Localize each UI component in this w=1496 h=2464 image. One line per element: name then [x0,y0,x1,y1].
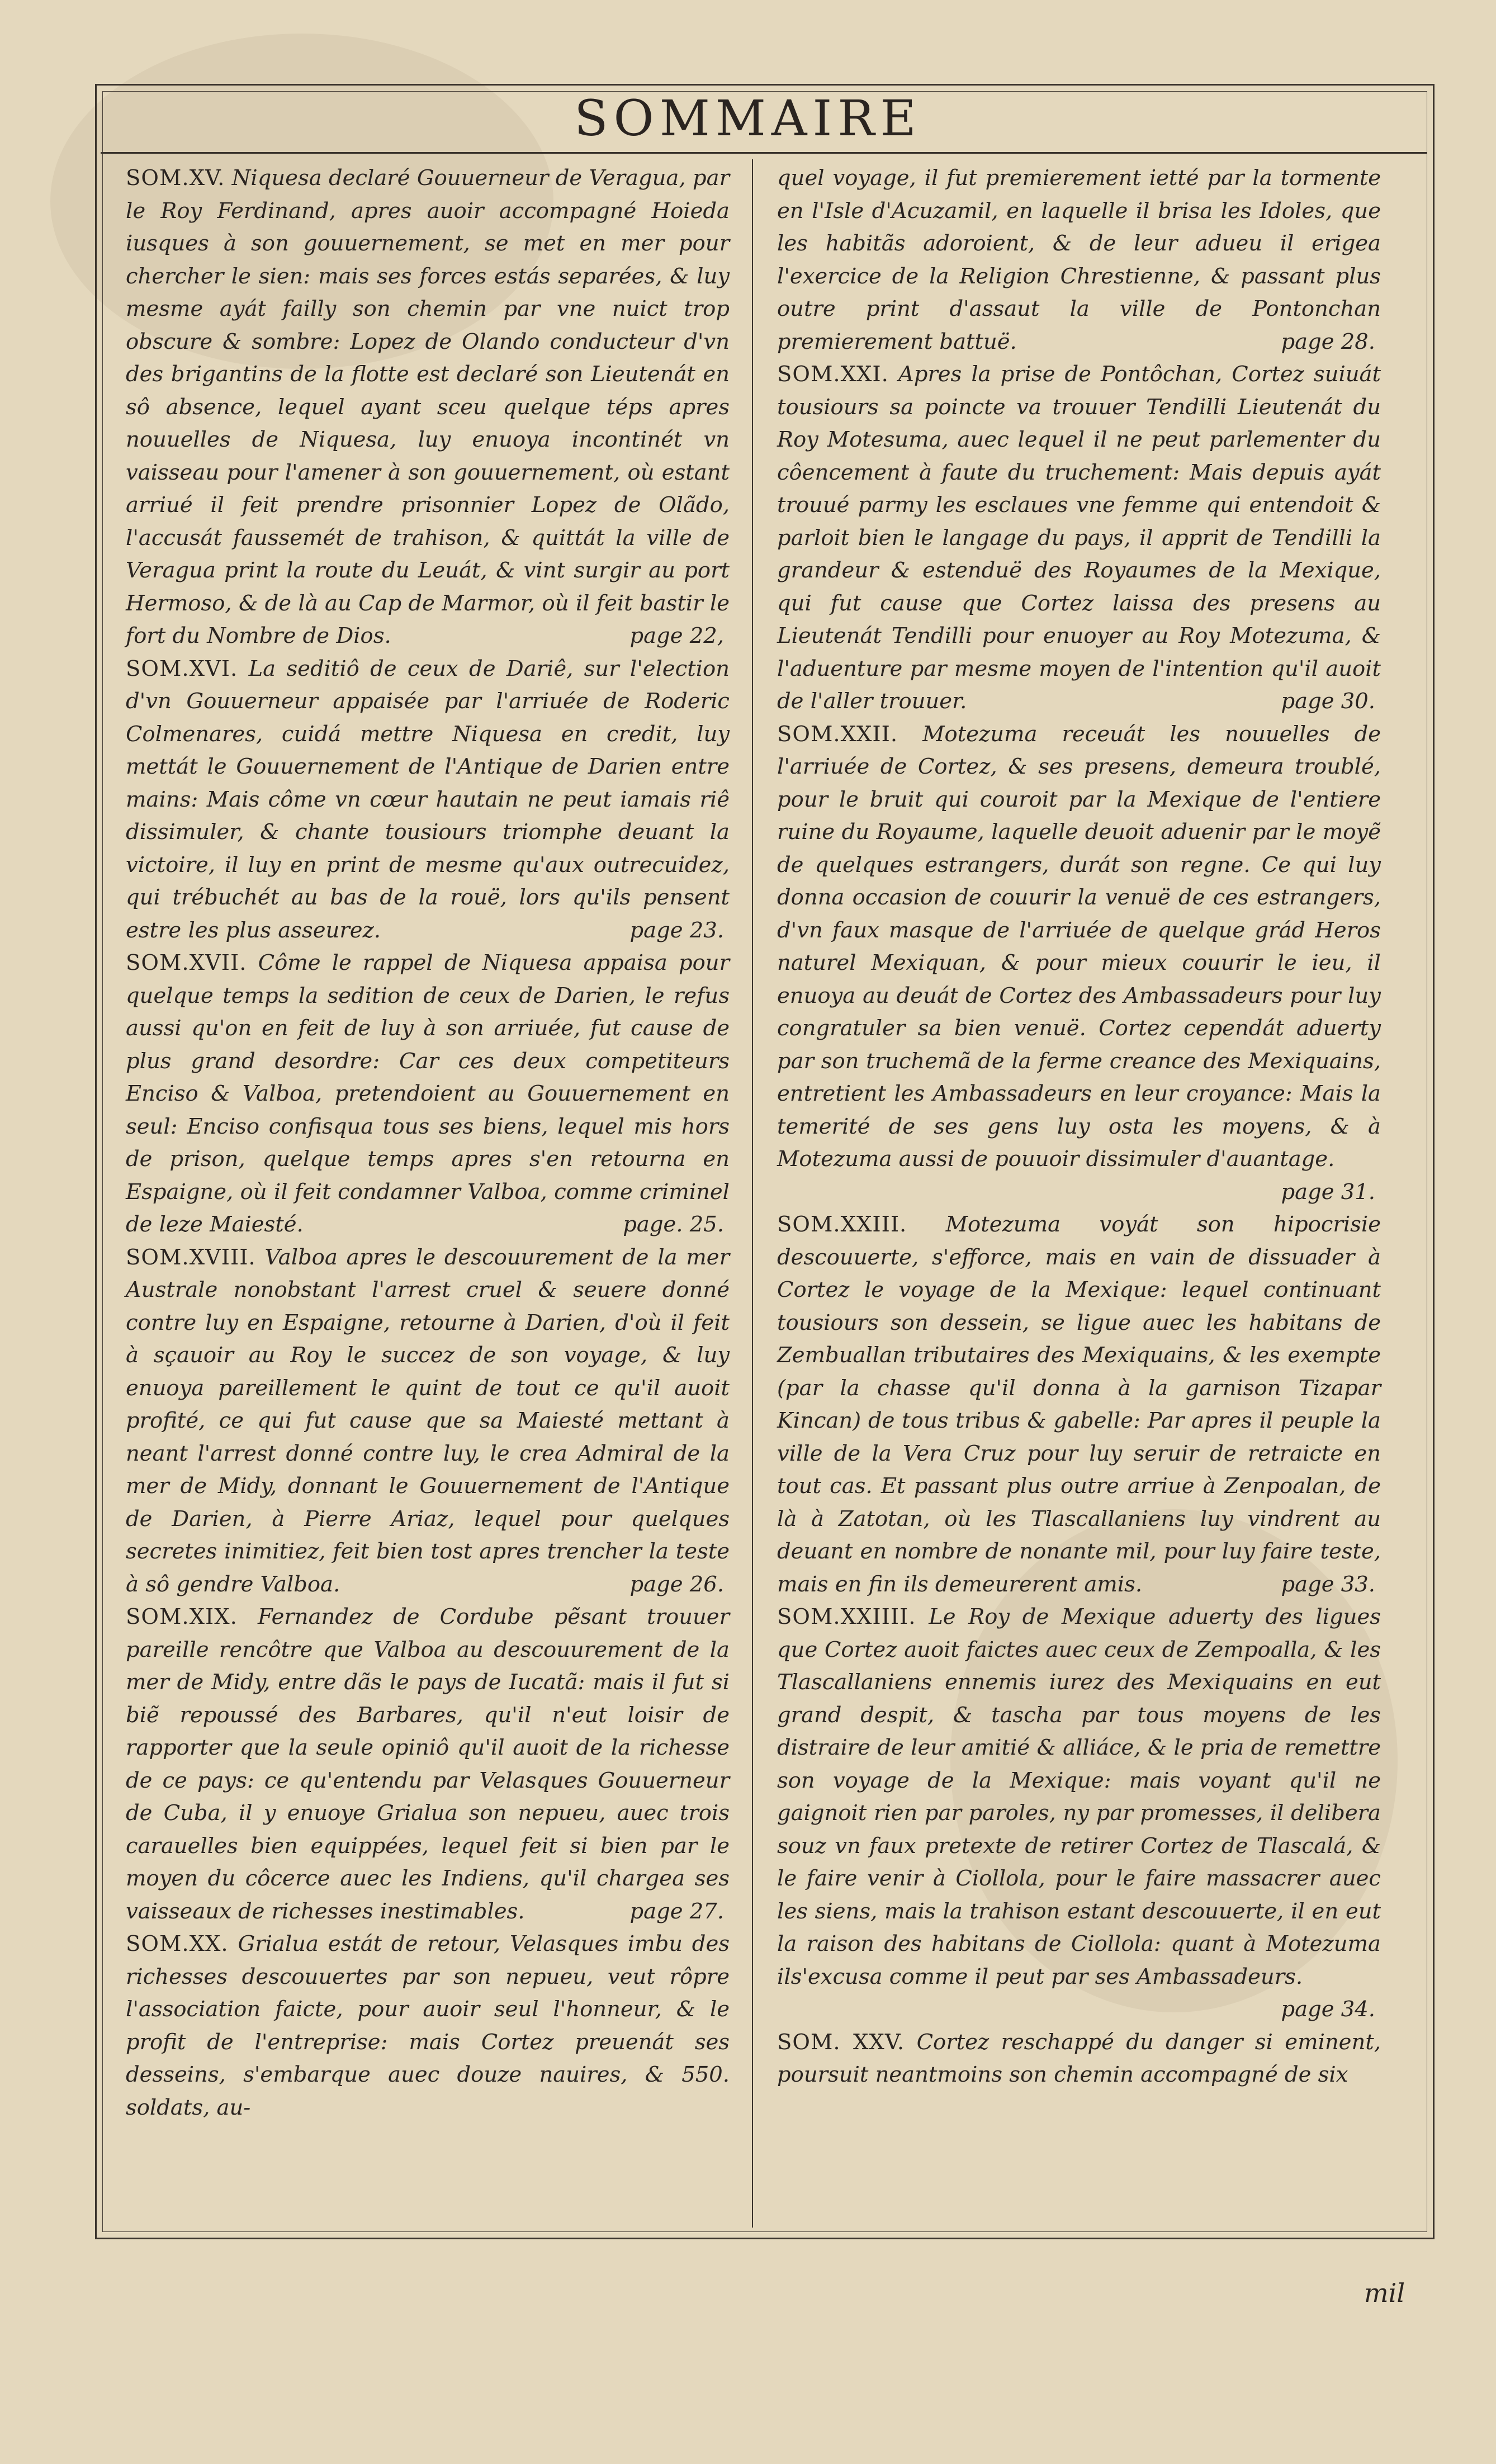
entry-number: SOM.XX. [126,1931,229,1956]
entry-text: Le Roy de Mexique aduerty des ligues que Cortez auoit faictes auec ceux de Zempoalla, & les Tlascallaniens ennemis iurez des Mexiquains en eut grand despit, & tascha par tous moyens de les distraire de leur amitié & alliáce, & le pria de remettre son voyage de la Mexique: mais voyant qu'il ne gaignoit rien par paroles, ny par promesses, il delibera souz vn faux pretexte de retirer Cortez de Tlascalá, & le faire venir à Ciollola, pour le faire massacrer auec les siens, mais la trahison estant descouuerte, il en eut la raison des habitans de Ciollola: quant à Motezuma ils'excusa comme il peut par ses Ambassadeurs. [777,1604,1381,1989]
summary-entry [777,358,1381,718]
entry-number: SOM.XXI. [777,362,889,387]
column-divider [752,159,753,2228]
entry-number: SOM.XIX. [126,1604,238,1629]
entry-text: Côme le rappel de Niquesa appaisa pour quelque temps la sedition de ceux de Darien, le refus aussi qu'on en feit de luy à son arriuée, fut cause de plus grand desordre: Car ces deux competiteurs Enciso & Valboa, pretendoient au Gouuernement en seul: Enciso confisqua tous ses biens, lequel mis hors de prison, quelque temps apres s'en retourna en Espaigne, où il feit condamner Valboa, comme criminel de leze Maiesté. [126,950,730,1237]
summary-entry [777,2026,1381,2092]
page-reference: page 33. [1281,1571,1375,1597]
page-reference: page 31. [1281,1179,1375,1205]
entry-text: Niquesa declaré Gouuerneur de Veragua, par le Roy Ferdinand, apres auoir accompagné Hoieda iusques à son gouuernement, se met en mer pour chercher le sien: mais ses forces estás separées, & luy mesme ayát failly son chemin par vne nuict trop obscure & sombre: Lopez de Olando conducteur d'vn des brigantins de la flotte est declaré son Lieutenát en sô absence, lequel ayant sceu quelque téps apres nouuelles de Niquesa, luy enuoya incontinét vn vaisseau pour l'amener à son gouuernement, où estant arriué il feit prendre prisonnier Lopez de Olãdo, l'accusát faussemét de trahison, & quittát la ville de Veragua print la route du Leuát, & vint surgir au port Hermoso, & de là au Cap de Marmor, où il feit bastir le fort du Nombre de Dios. [126,165,730,648]
entry-text: Apres la prise de Pontôchan, Cortez suiuát tousiours sa poincte va trouuer Tendilli Lieutenát du Roy Motesuma, auec lequel il ne peut parlementer du côencement à faute du truchement: Mais depuis ayát trouué parmy les esclaues vne femme qui entendoit & parloit bien le langage du pays, il apprit de Tendilli la grandeur & estenduë des Royaumes de la Mexique, qui fut cause que Cortez laissa des presens au Lieutenát Tendilli pour enuoyer au Roy Motezuma, & l'aduenture par mesme moyen de l'intention qu'il auoit de l'aller trouuer. [777,362,1381,714]
entry-number: SOM.XVII. [126,950,247,975]
summary-entry [126,1928,730,2124]
page-reference: page 27. [629,1898,724,1924]
summary-entry [777,162,1381,358]
entry-text: Motezuma voyát son hipocrisie descouuerte, s'efforce, mais en vain de dissuader à Cortez le voyage de la Mexique: lequel continuant tousiours son dessein, se ligue auec les habitans de Zembuallan tributaires des Mexiquains, & les exempte (par la chasse qu'il donna à la garnison Tizapar Kincan) de tous tribus & gabelle: Par apres il peuple la ville de la Vera Cruz pour luy seruir de retraicte en tout cas. Et passant plus outre arriue à Zenpoalan, de là à Zatotan, où les Tlascallaniens luy vindrent au deuant en nombre de nonante mil, pour luy faire teste, mais en fin ils demeurerent amis. [777,1212,1381,1597]
summary-entry [126,1601,730,1928]
entry-number: SOM.XXIIII. [777,1604,916,1629]
header-rule [101,152,1427,154]
page-reference: page. 25. [623,1212,724,1237]
page-reference: page 30. [1281,689,1375,714]
entry-number: SOM.XV. [126,165,225,191]
page-reference: page 28. [1281,329,1375,354]
catchword: mil [1364,2278,1405,2308]
summary-entry [777,718,1381,1209]
page-reference: page 34. [1281,1997,1375,2022]
summary-entry [777,1209,1381,1601]
page-reference: page 22, [629,623,724,648]
summary-entry [777,1601,1381,2026]
entry-text: Valboa apres le descouurement de la mer Australe nonobstant l'arrest cruel & seuere donné contre luy en Espaigne, retourne à Darien, d'où il feit à sçauoir au Roy le succez de son voyage, & luy enuoya pareillement le quint de tout ce qu'il auoit profité, ce qui fut cause que sa Maiesté mettant à neant l'arrest donné contre luy, le crea Admiral de la mer de Midy, donnant le Gouuernement de l'Antique de Darien, à Pierre Ariaz, lequel pour quelques secretes inimitiez, feit bien tost apres trencher la teste à sô gendre Valboa. [126,1244,730,1597]
summary-entry [126,1242,730,1601]
entry-text: quel voyage, il fut premierement ietté par la tormente en l'Isle d'Acuzamil, en laquelle il brisa les Idoles, que les habitãs adoroient, & de leur adueu il erigea l'exercice de la Religion Chrestienne, & passant plus outre print d'assaut la ville de Pontonchan premierement battuë. [777,165,1381,354]
entry-number: SOM.XXII. [777,721,898,747]
entry-number: SOM. XXV. [777,2029,905,2055]
entry-text: Motezuma receuát les nouuelles de l'arriuée de Cortez, & ses presens, demeura troublé, pour le bruit qui couroit par la Mexique de l'entiere ruine du Royaume, laquelle deuoit aduenir par le moyẽ de quelques estrangers, durát son regne. Ce qui luy donna occasion de couurir la venuë de ces estrangers, d'vn faux masque de l'arriuée de quelque grád Heros naturel Mexiquan, & pour mieux couurir le ieu, il enuoya au deuát de Cortez des Ambassadeurs pour luy congratuler sa bien venuë. Cortez cependát aduerty par son truchemã de la ferme creance des Mexiquains, entretient les Ambassadeurs en leur croyance: Mais la temerité de ses gens luy osta les moyens, & à Motezuma aussi de pouuoir dissimuler d'auantage. [777,721,1381,1172]
entry-text: Fernandez de Cordube pẽsant trouuer pareille rencôtre que Valboa au descouurement de la mer de Midy, entre dãs le pays de Iucatã: mais il fut si biẽ repoussé des Barbares, qu'il n'eut loisir de rapporter que la seule opiniô qu'il auoit de la richesse de ce pays: ce qu'entendu par Velasques Gouuerneur de Cuba, il y enuoye Grialua son nepueu, auec trois carauelles bien equippées, lequel feit si bien par le moyen du côcerce auec les Indiens, qu'il chargea ses vaisseaux de richesses inestimables. [126,1604,730,1924]
entry-text: Grialua estát de retour, Velasques imbu des richesses descouuertes par son nepueu, veut rôpre l'association faicte, pour auoir seul l'honneur, & le profit de l'entreprise: mais Cortez preuenát ses desseins, s'embarque auec douze nauires, & 550. soldats, au- [126,1931,730,2120]
page-reference: page 26. [629,1571,724,1597]
entry-number: SOM.XVI. [126,656,238,681]
entry-text: La seditiô de ceux de Dariê, sur l'election d'vn Gouuerneur appaisée par l'arriuée de Roderic Colmenares, cuidá mettre Niquesa en credit, luy mettát le Gouuernement de l'Antique de Darien entre mains: Mais côme vn cœur hautain ne peut iamais riê dissimuler, & chante tousiours triomphe deuant la victoire, il luy en print de mesme qu'aux outrecuidez, qui trébuchét au bas de la rouë, lors qu'ils pensent estre les plus asseurez. [126,656,730,943]
summary-entry [126,653,730,947]
page-title: SOMMAIRE [574,89,922,147]
entry-number: SOM.XXIII. [777,1212,907,1237]
left-column [126,162,730,2124]
entry-number: SOM.XVIII. [126,1244,256,1270]
summary-entry [126,162,730,653]
summary-entry [126,947,730,1242]
entry-text: Cortez reschappé du danger si eminent, poursuit neantmoins son chemin accompagné de six [777,2029,1381,2087]
right-column [777,162,1381,2092]
page-reference: page 23. [629,917,724,943]
